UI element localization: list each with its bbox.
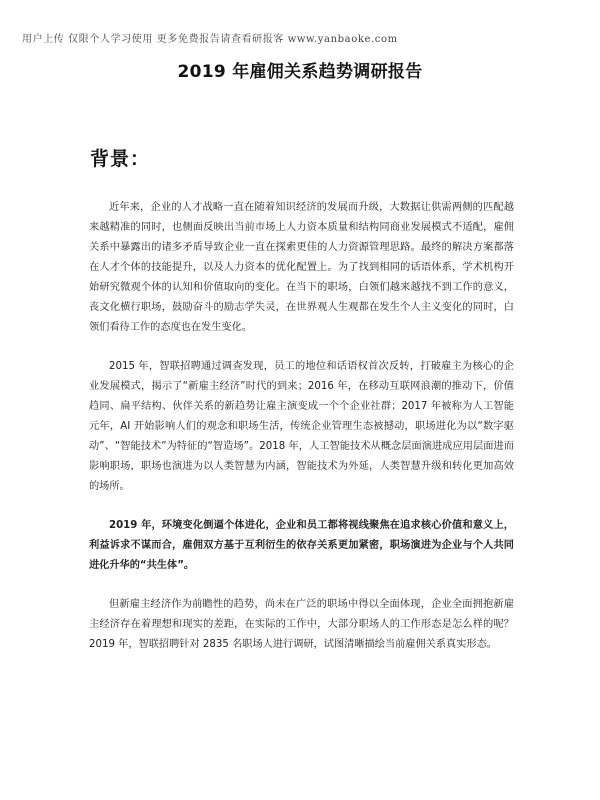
document-title: 2019 年雇佣关系趋势调研报告 (177, 62, 423, 82)
paragraph-background-2: 2015 年，智联招聘通过调查发现，员工的地位和话语权首次反转，打破雇主为核心的企业发展模式，揭示了“新雇主经济”时代的到来；2016 年，在移动互联网浪潮的推动下，价值趋同、扁平结构、伙伴关系的新趋势让雇主演变成一个个企业社群；2017 年被称为人工智能元年，AI 开始影响人们的观念和职场生活，传统企业管理生态被撼动，职场进化为以“数字驱动”、“智能技术”为特征的“智造场”。2018 年，人工智能技术从概念层面演进成应用层面进而影响职场，职场也演进为以人类智慧为内涵，智能技术为外延，人类智慧升级和转化更加高效的场所。 (89, 361, 514, 492)
paragraph-background-1: 近年来，企业的人才战略一直在随着知识经济的发展而升级，大数据让供需两侧的匹配越来越精准的同时，也侧面反映出当前市场上人力资本质量和结构同商业发展模式不适配，雇佣关系中暴露出的诸多矛盾导致企业一直在探索更佳的人力资源管理思路。最终的解决方案都落在人才个体的技能提升，以及人力资本的优化配置上。为了找到相同的话语体系，学术机构开始研究微观个体的认知和价值取向的变化。在当下的职场，白领们越来越找不到工作的意义，丧文化横行职场，鼓励奋斗的励志学失灵，在世界观人生观都在发生个人主义变化的同时，白领们看待工作的态度也在发生变化。 (89, 202, 514, 333)
body-text (89, 198, 514, 674)
section-heading: 背景： (90, 148, 151, 170)
paragraph-background-3: 2019 年，环境变化倒逼个体进化，企业和员工都将视线聚焦在追求核心价值和意义上， 利益诉求不谋而合，雇佣双方基于互利衍生的依存关系更加紧密，职场演进为企业与个人共同进化升华的“共生体”。 (89, 520, 514, 571)
paragraph-background-4: 但新雇主经济作为前瞻性的趋势，尚未在广泛的职场中得以全面体现，企业全面拥抱新雇主经济存在着理想和现实的差距，在实际的工作中，大部分职场人的工作形态是怎么样的呢？2019 年，智联招聘针对 2835 名职场人进行调研，试图清晰描绘当前雇佣关系真实形态。 (89, 599, 514, 650)
watermark-text: 用户上传 仅限个人学习使用 更多免费报告请查看研报客 www.yanbaoke.com (22, 34, 398, 45)
